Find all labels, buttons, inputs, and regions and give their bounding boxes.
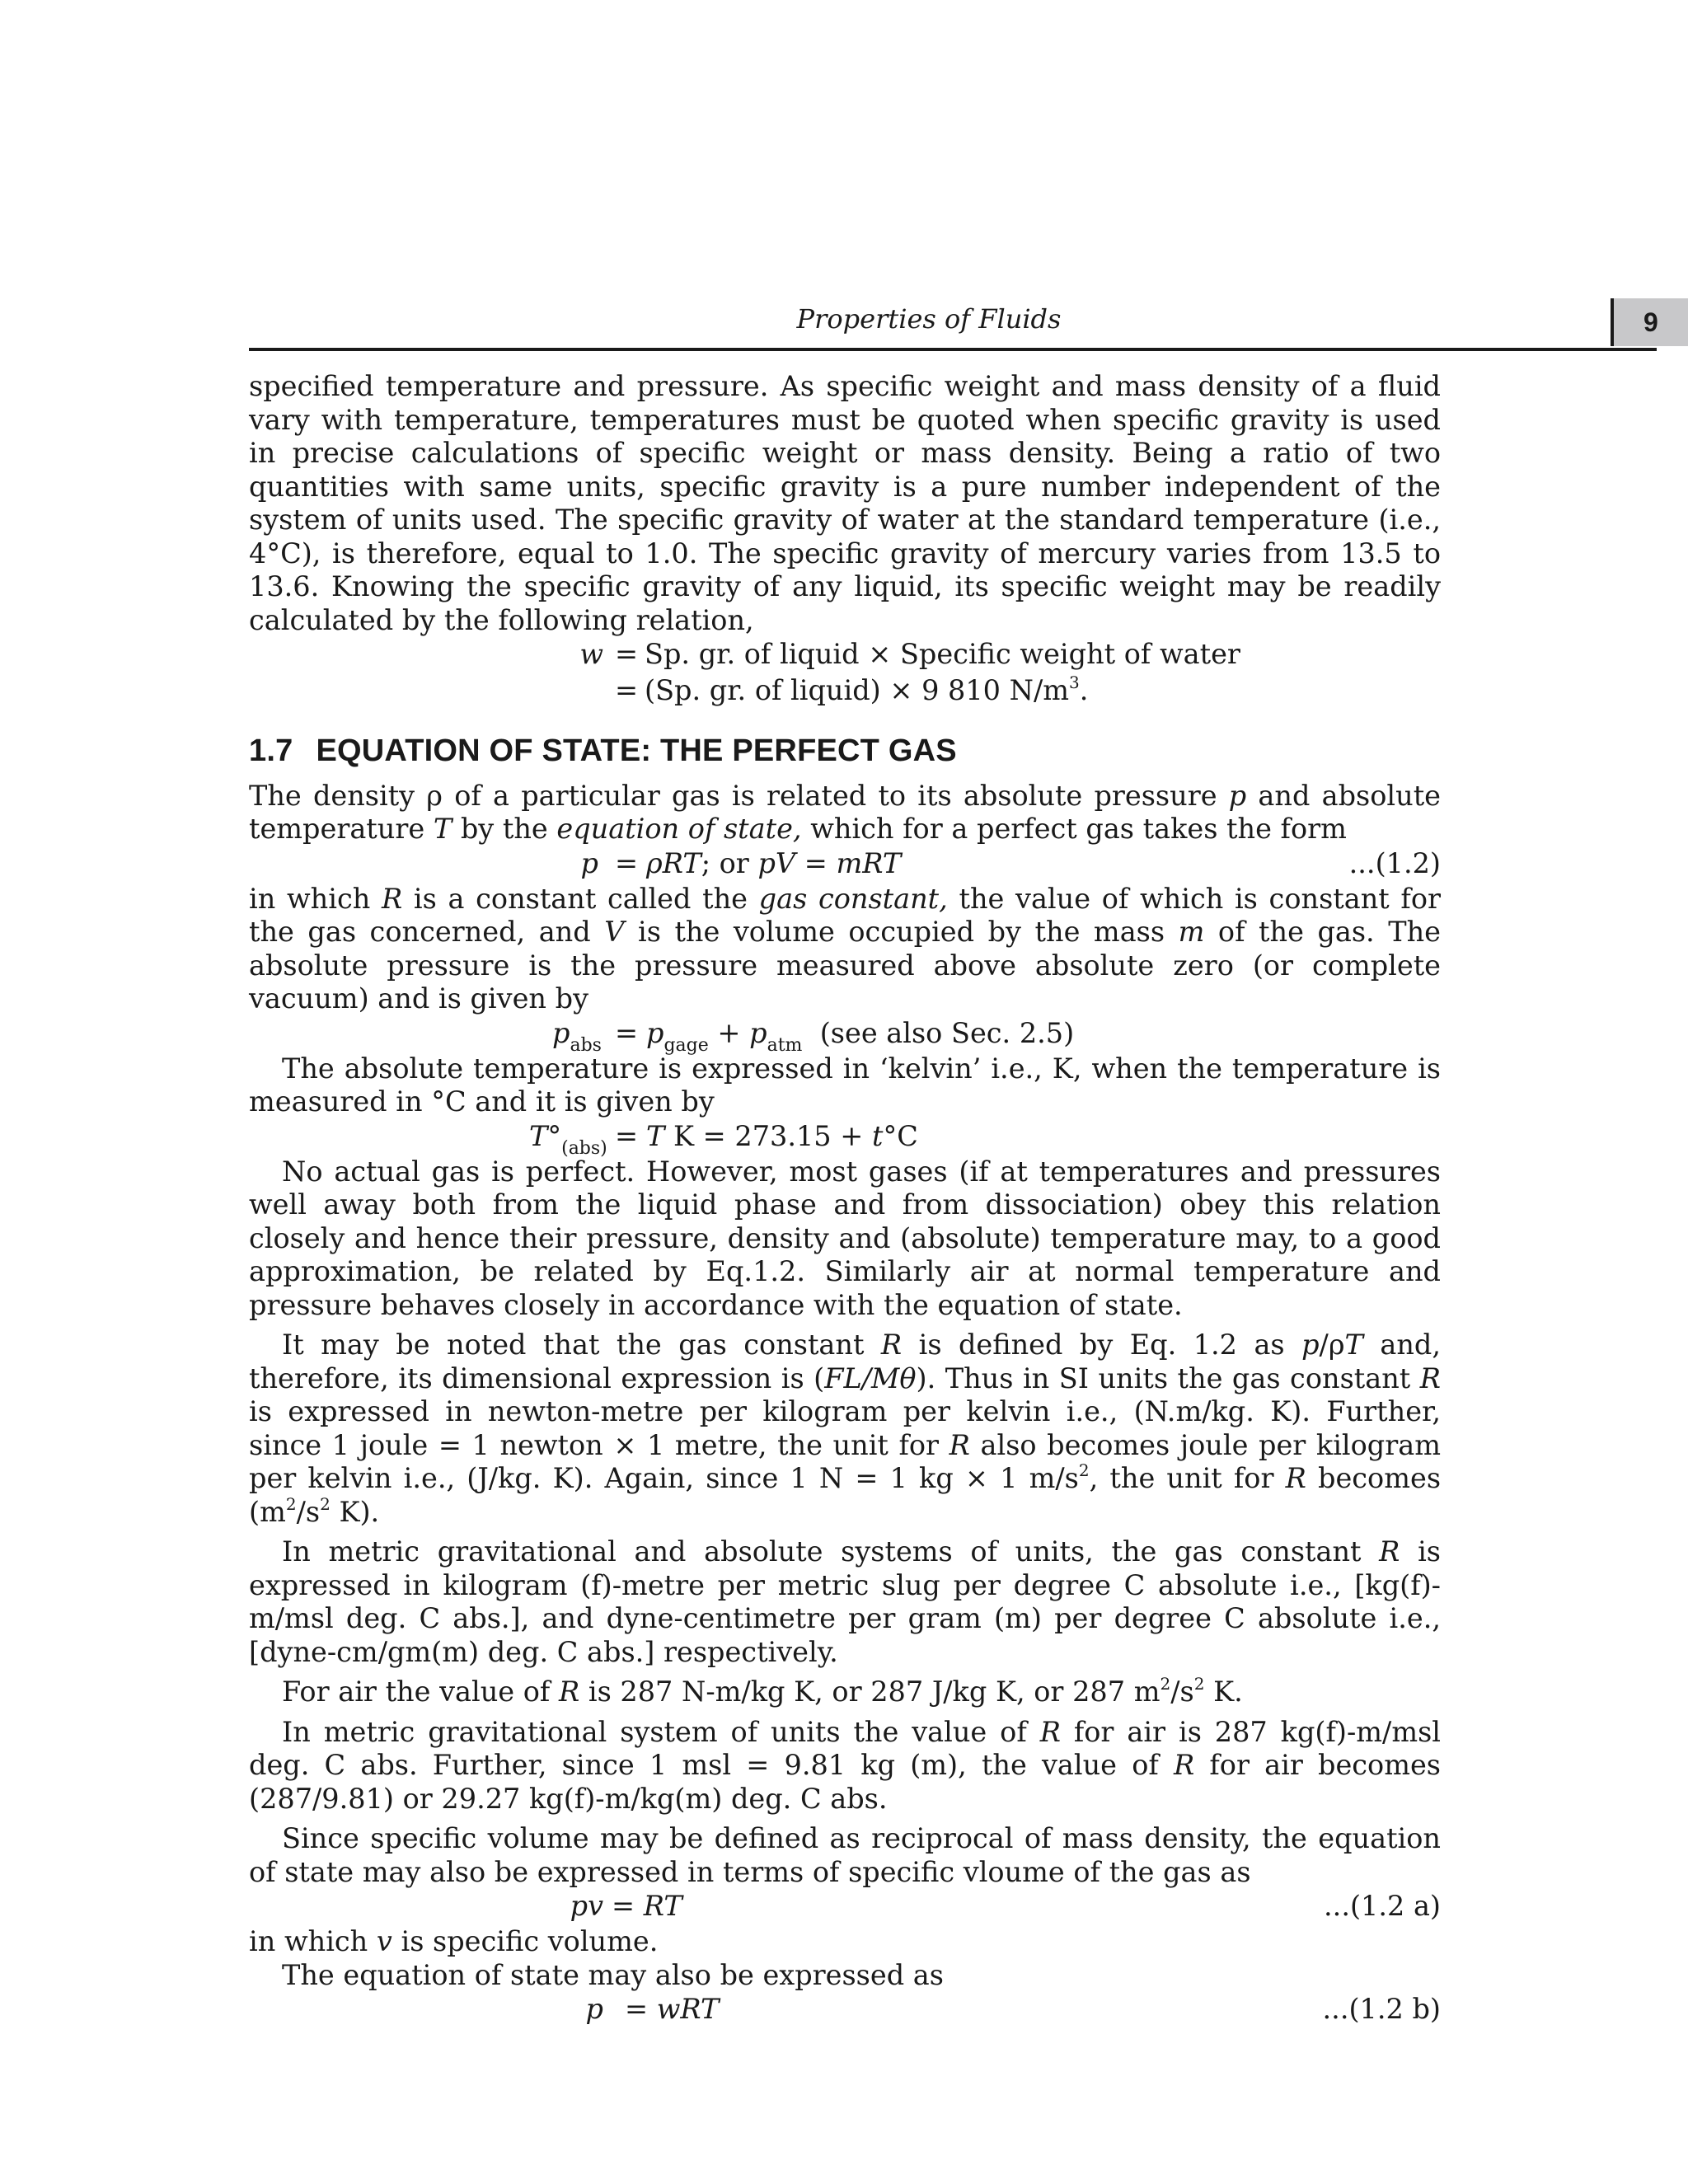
running-title: Properties of Fluids — [796, 303, 1062, 335]
equation-1-2a — [249, 1889, 1441, 1925]
paragraph-dimensional-expression: It may be noted that the gas constant R is defined by Eq. 1.2 as p/ρT and, therefore, its dimensional expression is (FL/Mθ). Thus in SI units the gas constant R is expressed in newton-metre per kilogram per kelvin i.e., (N.m/kg. K). Further, since 1 joule = 1 newton × 1 metre, the unit for R also becomes joule per kilogram per kelvin i.e., (J/kg. K). Again, since 1 N = 1 kg × 1 $m/s^2$, the unit for R becomes ($m^2/s^2$ K). — [249, 1329, 1442, 1528]
eq-lhs: pv — [570, 1890, 603, 1922]
page-number: 9 — [1643, 307, 1658, 337]
equation-specific-weight-line2 — [249, 673, 1441, 710]
equation-number: ...(1.2) — [1348, 846, 1441, 879]
paragraph-metric-gravitational: In metric gravitational system of units the value of R for air is 287 kg(f)-m/msl deg. C abs. Further, since 1 msl = 9.81 kg (m), the value of R for air becomes (287/9.81) or 29.27 kg(f)-m/kg(m) deg. C abs. — [249, 1715, 1442, 1815]
eq-rhs: (Sp. gr. of liquid) × 9 810 $N/m^3$. — [645, 673, 1089, 706]
eq-rhs: $p_{gage} + p_{atm}$ (see also Sec. 2.5) — [646, 1016, 1075, 1056]
eq-lhs: p — [585, 1993, 603, 2025]
equation-number: ...(1.2 a) — [1324, 1890, 1441, 1922]
paragraph-equation-of-state: The density ρ of a particular gas is related to its absolute pressure p and absolute temperature T by the equation of state, which for a perfect gas takes the form — [249, 779, 1441, 845]
equation-1-2 — [249, 846, 1441, 883]
equation-1-2b — [249, 1992, 1441, 2028]
eq-rhs: = RT — [612, 1890, 682, 1922]
paragraph-also-expressed: The equation of state may also be expressed as — [282, 1958, 944, 1991]
equation-absolute-temperature — [249, 1119, 1441, 1159]
eq-rhs: = wRT — [625, 1993, 720, 2025]
eq-equals: = — [615, 846, 639, 879]
eq-equals: = — [615, 1119, 639, 1152]
paragraph-absolute-temperature: The absolute temperature is expressed in ‘kelvin’ i.e., K, when the temperature is measured in °C and it is given by — [249, 1052, 1441, 1118]
paragraph-gas-constant: in which R is a constant called the gas constant, the value of which is constant for the gas concerned, and V is the volume occupied by the mass m of the gas. The absolute pressure is the pressure measured above absolute zero (or complete vacuum) and is given by — [249, 882, 1441, 1015]
eq-equals: = — [615, 638, 639, 670]
eq-equals: = — [615, 1016, 639, 1049]
paragraph-air-value: For air the value of R is 287 N-m/kg K, or 287 J/kg K, or 287 $m^2/s^2$ K. — [282, 1674, 1243, 1708]
eq-lhs: $T^\circ_{(abs)}$ — [529, 1119, 607, 1159]
page-number-box — [1611, 298, 1688, 346]
equation-absolute-pressure — [249, 1016, 1441, 1056]
header-rule — [249, 348, 1657, 351]
section-heading — [249, 734, 1441, 768]
running-header — [249, 298, 1658, 349]
eq-lhs: p — [580, 846, 598, 879]
section-title: EQUATION OF STATE: THE PERFECT GAS — [316, 733, 957, 768]
eq-rhs: ρRT; or pV = mRT — [646, 846, 902, 879]
body-text — [249, 370, 1441, 2028]
eq-rhs: Sp. gr. of liquid × Specific weight of water — [645, 638, 1240, 670]
eq-lhs: $p_{abs}$ — [552, 1016, 602, 1056]
paragraph-no-perfect-gas: No actual gas is perfect. However, most gases (if at temperatures and pressures well away both from the liquid phase and from dissociation) obey this relation closely and hence their pressure, density and (absolute) temperature may, to a good approximation, be related by Eq.1.2. Similarly air at normal temperature and pressure behaves closely in accordance with the equation of state. — [249, 1155, 1441, 1321]
paragraph-metric-units: In metric gravitational and absolute systems of units, the gas constant R is expressed in kilogram (f)-metre per metric slug per degree C absolute i.e., [kg(f)-m/msl deg. C abs.], and dyne-centimetre per gram (m) per degree C absolute i.e., [dyne-cm/gm(m) deg. C abs.] respectively. — [249, 1535, 1441, 1668]
paragraph-specific-gravity: specified temperature and pressure. As specific weight and mass density of a fluid vary with temperature, temperatures must be quoted when specific gravity is used in precise calculations of specific weight or mass density. Being a ratio of two quantities with same units, specific gravity is a pure number independent of the system of units used. The specific gravity of water at the standard temperature (i.e., 4°C), is therefore, equal to 1.0. The specific gravity of mercury varies from 13.5 to 13.6. Knowing the specific gravity of any liquid, its specific weight may be readily calculated by the following relation, — [249, 370, 1441, 636]
paragraph-in-which-v: in which v is specific volume. — [249, 1925, 659, 1957]
eq-equals: = — [615, 674, 639, 706]
paragraph-specific-volume: Since specific volume may be defined as reciprocal of mass density, the equation of state may also be expressed in terms of specific vloume of the gas as — [249, 1822, 1441, 1888]
eq-rhs: T K = 273.15 + t°C — [646, 1119, 918, 1152]
section-number: 1.7 — [249, 733, 293, 768]
equation-number: ...(1.2 b) — [1322, 1993, 1441, 2025]
eq-lhs: w — [579, 638, 603, 670]
equation-specific-weight-line1 — [249, 637, 1441, 673]
